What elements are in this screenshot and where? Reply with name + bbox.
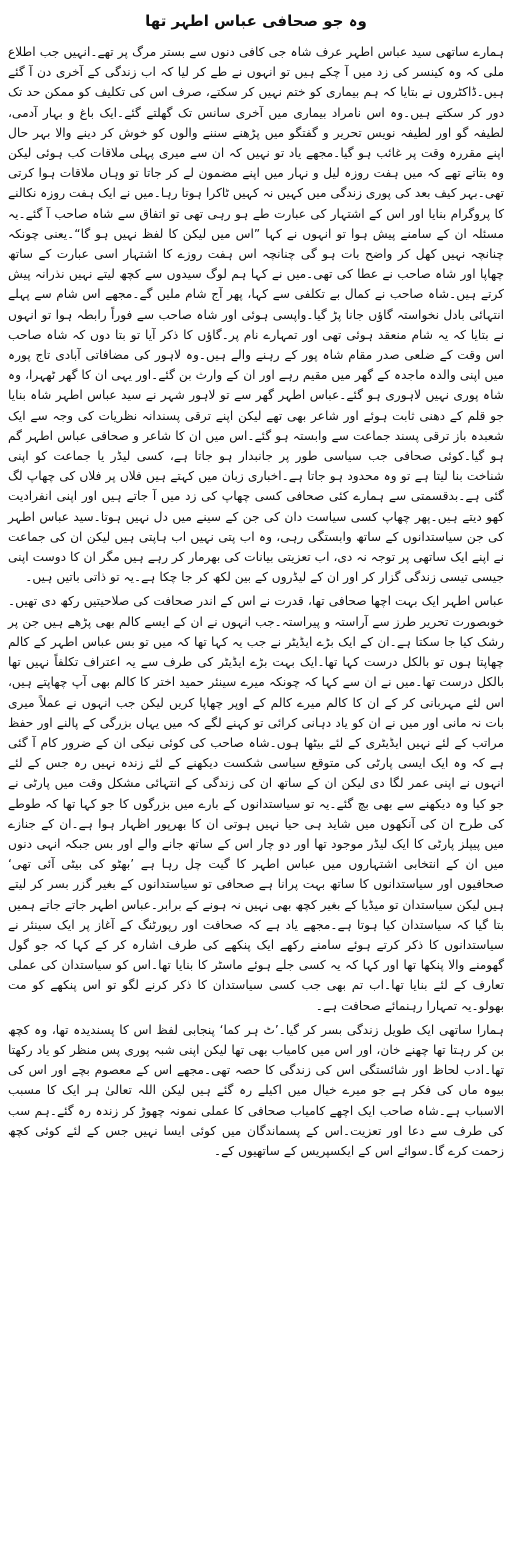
article-title: وہ جو صحافی عباس اطہر تھا (145, 12, 367, 30)
article-paragraph: ہمارے ساتھی سید عباس اطہر عرف شاہ جی کافی دنوں سے بستر مرگ پر تھے۔انہیں جب اطلاع ملی کہ وہ کینسر کی زد میں آ چکے ہیں تو انہوں نے طے کر لیا کہ اب زندگی کے آخری دن آ گئے ہیں۔ڈاکٹروں نے بتایا کہ ہم بیماری کو ختم نہیں کر سکتے، صرف اس کی تکلیف کو ممکن حد تک دور کر سکتے ہیں۔وہ اس نامراد بیماری میں آخری سانس تک گھلتے گئے۔ایک باغ و بہار آدمی، لطیفہ گو اور لطیفہ نویس تحریر و گفتگو میں پڑھنے سننے والوں کو خوش کر دینے والا بہر حال اپنے مقررہ وقت پر غائب ہو گیا۔مجھے یاد تو نہیں کہ ان سے میری پہلی ملاقات کب ہوئی لیکن وہ بتاتے تھے کہ میں ہفت روزہ لیل و نہار میں اپنے مضمون لے کر جاتا تو وہاں ملاقات ہوا کرتی تھی۔بہر کیف بعد کی پوری زندگی میں کہیں نہ کہیں ٹاکرا ہوتا رہا۔میں نے ایک ہفت روزہ نکالنے کا پروگرام بنایا اور اس کے اشتہار کی عبارت طے ہو رہی تھی تو اتفاق سے شاہ صاحب آ گئے۔یہ مسئلہ ان کے سامنے پیش ہوا تو انہوں نے کہا ”اس میں لیکن کا لفظ نہیں ہو گا“۔یعنی چونکہ چنانچہ نہیں کھل کر واضح بات ہو گی چنانچہ اس ہفت روزے کا اشتہار اسی عبارت کے ساتھ چھاپا اور شاہ صاحب نے عطا کی تھی۔میں نے کہا ہم لوگ سیدوں سے کچھ لیتے نہیں نذرانہ پیش کرتے ہیں۔شاہ صاحب نے کمال بے تکلفی سے کہا، پھر آج شام ملیں گے۔مجھے اس شام سے پہلے انتہائی بادل نخواستہ گاؤں جانا پڑ گیا۔واپسی ہوئی اور شاہ صاحب سے فوراً رابطہ ہوا تو انہوں نے بتایا کہ یہ شام منعقد ہوئی تھی اور تمہارے نام پر۔گاؤں کا ذکر آیا تو بتا دوں کہ شاہ صاحب اس وقت کے ضلعی صدر مقام شاہ پور کے رہنے والے ہیں۔وہ لاہور کی مضافاتی آبادی تاج پورہ میں اپنی والدہ ماجدہ کے گھر میں مقیم رہے اور ان کے وارث بن گئے۔اور یہی ان کا گھر ٹھہرا، وہ شاہ پوری نہیں لاہوری ہو گئے۔عباس اطہر گھر سے تو لاہور شہر نے سید عباس اطہر شاہ بنایا جو قلم کے دھنی ثابت ہوئے اور شاعر بھی تھے لیکن اپنے ترقی پسندانہ نظریات کی وجہ سے ایک شعبدہ باز ترقی پسند جماعت سے وابستہ ہو گئے۔اس میں ان کا شاعر و صحافی عباس اطہر گم ہو گیا۔کوئی صحافی جب سیاسی طور پر جانبدار ہو جاتا ہے، کسی لیڈر یا جماعت کو اپنی شناخت بنا لیتا ہے تو وہ محدود ہو جاتا ہے۔اخباری زبان میں کہتے ہیں فلاں پر فلاں کی چھاپ لگ گئی ہے۔بدقسمتی سے ہمارے کئی صحافی کسی چھاپ کی زد میں آ جاتے ہیں اور اپنی انفرادیت کھو دیتے ہیں۔پھر چھاپ کسی سیاست دان کی جن کے سینے میں دل نہیں ہوتا۔سید عباس اطہر کی جن سیاستدانوں کے ساتھ وابستگی رہی، وہ اب پتی نہیں اب ہاپتی ہیں لیکن ان کی جماعت نے اپنے ایک ساتھی پر توجہ نہ دی، اب تعزیتی بیانات کی بھرمار کر رہے ہیں مگر ان کا دوست اپنی جیسی تیسی زندگی گزار کر اور ان کے لیڈروں کے بین لکھ کر جا چکا ہے۔یہ تو ذاتی باتیں ہیں۔ (8, 45, 504, 585)
article-body (8, 42, 504, 1161)
article-paragraph: عباس اطہر ایک بہت اچھا صحافی تھا، قدرت نے اس کے اندر صحافت کی صلاحیتیں رکھ دی تھیں۔خوبصورت تحریر طرز سے آراستہ و پیراستہ۔جب انہوں نے ان کے ایسے کالم بھی پڑھے ہیں جن پر رشک کیا جا سکتا ہے۔ان کے ایک بڑے ایڈیٹر نے جب یہ کہا تھا کہ میں تو بس عباس اطہر کے کالم چھاپتا ہوں تو بالکل درست کہا تھا۔ایک بہت بڑے ایڈیٹر کی طرف سے یہ اعتراف تکلفاً نہیں تھا بالکل درست تھا۔میں نے ان سے کہا کہ چونکہ میرے سینئر حمید اختر کا کالم بھی آپ چھاپتے ہیں، اس لئے مہربانی کر کے ان کا کالم میرے کالم کے اوپر چھاپا کریں لیکن جب انہوں نے عملاً میری بات نہ مانی اور میں نے ان کو یاد دہانی کرائی تو کہنے لگے کہ میں یہاں بزرگی کے پالنے اور حفظ مراتب کے لئے نہیں ایڈیٹری کے لئے بیٹھا ہوں۔شاہ صاحب کی کوئی نیکی ان کے ضرور کام آ گئی ہے کہ وہ ایک ایسی پارٹی کی متوقع سیاسی شکست دیکھنے کے لئے زندہ نہیں رہ جس کے لئے انہوں نے اپنی عمر لگا دی لیکن ان کے ساتھ ان کی زندگی کے انتہائی مشکل وقت میں پارٹی نے جو کیا وہ دیکھنے سے بھی بچ گئے۔یہ تو سیاستدانوں کے بارے میں بزرگوں کا جو کہا تھا کہ طوطے کی طرح ان کی آنکھوں میں شاید ہی حیا نہیں ہوتی ان کا بھرپور اظہار ہوا ہے۔ان کے جنازے میں پیپلز پارٹی کا ایک لیڈر موجود تھا اور دو چار اس کے ساتھ جانے والے اور بس جبکہ انہی دنوں میں ان کے انتخابی اشتہاروں میں عباس اطہر کا گیت چل رہا ہے ’بھٹو کی بیٹی آئی تھی‘ صحافیوں اور سیاستدانوں کا ساتھ بہت پرانا ہے صحافی تو سیاستدانوں کے بغیر گزر بسر کر لیتے ہیں لیکن سیاستدان تو میڈیا کے بغیر کچھ بھی نہیں نہ ہونے کے برابر۔عباس اطہر جاتے جاتے ہمیں بتا گیا کہ سیاستدان کیا ہوتا ہے۔مجھے یاد ہے کہ صحافت اور رپورٹنگ کے آغاز پر ایک سینئر نے سیاستدانوں کا ذکر کرتے ہوئے سامنے رکھے ایک پنکھے کی طرف اشارہ کر کے کہا کہ جو گول گھومنے والا پنکھا تھا اور کہا کہ یہ کسی جلے ہوئے ماسٹر کا بنایا تھا۔اس کو سیاستدان کی عملی تعارف کے لئے بنایا تھا۔اب تم بھی جب کسی سیاستدان کا ذکر کرنے لگو تو اس پنکھے کو مت بھولو۔یہ تمہارا رہنمائے صحافت ہے۔ (8, 594, 504, 1013)
article-paragraph: ہمارا ساتھی ایک طویل زندگی بسر کر گیا۔’ٹ ہر کما‘ پنجابی لفظ اس کا پسندیدہ تھا، وہ کچھ بن کر رہتا تھا چھنے خان، اور اس میں کامیاب بھی تھا لیکن اپنی شبہ پوری پس منظر کو یاد رکھتا تھا۔ادب لحاظ اور شائستگی اس کی زندگی کا حصہ تھی۔مجھے اس کے معصوم بچے اور اس کی بیوہ ماں کی فکر ہے جو میرے خیال میں اکیلے رہ گئے ہیں لیکن اللہ تعالیٰ ہر ایک کا مسبب الاسباب ہے۔شاہ صاحب ایک اچھے کامیاب صحافی کا عملی نمونہ چھوڑ کر زندہ رہ گئے۔ہم سب کی طرف سے دعا اور تعزیت۔اس کے پسماندگان میں کوئی ایسا نہیں جس کے لئے کوئی کچھ زحمت کرے گا۔سوائے اس کے ایکسپریس کے ساتھیوں کے۔ (8, 1022, 504, 1158)
